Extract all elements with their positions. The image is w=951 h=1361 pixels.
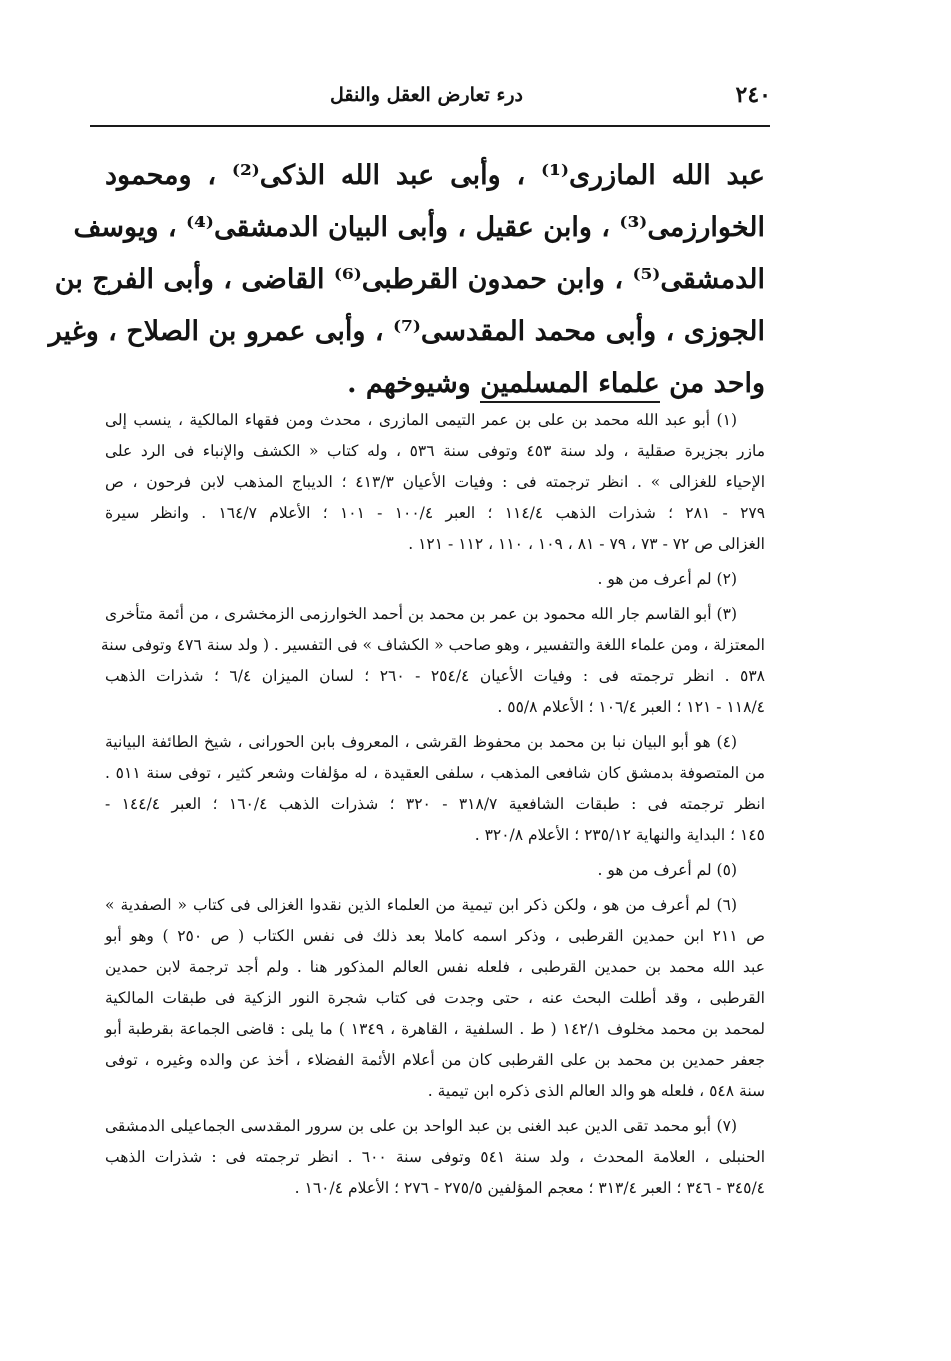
footnote-7	[105, 1111, 765, 1204]
footnote-line: عبد الله محمد بن حمدين القرطبى ، فلعله نفس العالم المذكور هنا . ولم أجد ترجمة لابن حمدين	[105, 958, 765, 976]
footnote-line: (٥) لم أعرف من هو .	[597, 861, 737, 879]
footnote-line: ٢٧٩ - ٢٨١ ؛ شذرات الذهب ١١٤/٤ ؛ العبر ١٠٠/٤ - ١٠١ ؛ الأعلام ١٦٤/٧ . وانظر سيرة	[105, 504, 766, 522]
footnote-line: (٤) هو أبو البيان نبا بن محمد بن محفوظ القرشى ، المعروف بابن الحورانى ، شيخ الطائفة البيانية	[105, 733, 737, 751]
footnote-line: (١) أبو عبد الله محمد بن على بن عمر التيمى المازرى ، محدث ومن فقهاء المالكية ، ينسب إلى	[105, 411, 737, 429]
main-text-line: الجوزى ، وأبى محمد المقدسى⁽⁷⁾ ، وأبى عمرو بن الصلاح ، وغير	[48, 316, 765, 347]
footnote-line: من المتصوفة بدمشق كان شافعى المذهب ، سلفى العقيدة ، له مؤلفات وشعر كثير ، توفى سنة ٥١١ .	[105, 764, 765, 782]
footnote-6	[105, 890, 765, 1107]
footnote-line: الإحياء للغزالى » . انظر ترجمته فى : وفيات الأعيان ٤١٣/٣ ؛ الديباج المذهب لابن فرحون ، ص	[105, 473, 765, 491]
main-text-line: الدمشقى⁽⁵⁾ ، وابن حمدون القرطبى⁽⁶⁾ القاضى ، وأبى الفرج بن	[54, 264, 765, 295]
footnote-line: ١٤٥ ؛ البداية والنهاية ٢٣٥/١٢ ؛ الأعلام ٣٢٠/٨ .	[474, 826, 765, 844]
footnote-line: (٧) أبو محمد تقى الدين عبد الغنى بن عبد الواحد بن على بن سرور المقدسى الجماعيلى الدمشقى	[105, 1117, 737, 1135]
footnote-1	[105, 405, 765, 560]
main-text	[48, 150, 765, 410]
main-text-prefix: واحد من	[659, 368, 765, 399]
underlined-phrase: علماء المسلمين	[480, 368, 660, 403]
footnote-line: ٣٤٥/٤ - ٣٤٦ ؛ العبر ٣١٣/٤ ؛ معجم المؤلفين ٢٧٥/٥ - ٢٧٦ ؛ الأعلام ١٦٠/٤ .	[294, 1179, 765, 1197]
footnote-5	[105, 855, 765, 886]
footnote-line: القرطبى ، وقد أطلت البحث عنه ، حتى وجدت فى كتاب شجرة النور الزكية فى طبقات المالكية	[105, 989, 765, 1007]
footnote-line: جعفر حمدين بن محمد بن على القرطبى كان من أعلام الأئمة الفضلاء ، أخذ عن والده وغيره ، توفى	[105, 1051, 765, 1069]
main-text-line: الخوارزمى⁽³⁾ ، وابن عقيل ، وأبى البيان الدمشقى⁽⁴⁾ ، ويوسف	[73, 212, 765, 243]
footnotes	[100, 405, 766, 1208]
footnote-line: المعتزلة ، ومن علماء اللغة والتفسير ، وهو صاحب « الكشاف » فى التفسير . ( ولد سنة ٤٧٦ وتوفى سنة	[100, 636, 765, 654]
header-rule	[90, 125, 770, 127]
footnote-2	[105, 564, 765, 595]
main-text-last-line	[105, 358, 765, 410]
running-title: درء تعارض العقل والنقل	[330, 84, 524, 106]
page-number: ٢٤٠	[735, 82, 771, 108]
main-text-suffix: وشيوخهم .	[347, 368, 481, 399]
footnote-line: (٢) لم أعرف من هو .	[597, 570, 737, 588]
footnote-line: سنة ٥٤٨ ، فلعله هو والد العالم الذى ذكره ابن تيمية .	[427, 1082, 765, 1100]
footnote-line: (٣) أبو القاسم جار الله محمود بن عمر بن محمد بن أحمد الخوارزمى الزمخشرى ، من أئمة متأخرى	[105, 605, 737, 623]
footnote-line: الغزالى ص ٧٢ - ٧٣ ، ٧٩ - ٨١ ، ١٠٩ ، ١١٠ ، ١١٢ - ١٢١ .	[408, 535, 765, 553]
footnote-line: (٦) لم أعرف من هو ، ولكن ذكر ابن تيمية من العلماء الذين نقدوا الغزالى فى كتاب « الصفدية »	[105, 896, 737, 914]
footnote-line: مازر بجزيرة صقلية ، ولد سنة ٤٥٣ وتوفى سنة ٥٣٦ ، وله كتاب « الكشف والإنباء فى الرد على	[105, 442, 765, 460]
page-header	[90, 80, 771, 120]
footnote-line: انظر ترجمته فى : طبقات الشافعية ٣١٨/٧ - ٣٢٠ ؛ شذرات الذهب ١٦٠/٤ ؛ العبر ١٤٤/٤ -	[105, 795, 766, 813]
footnote-3	[100, 599, 765, 723]
footnote-4	[105, 727, 765, 851]
footnote-line: الحنبلى ، العلامة المحدث ، ولد سنة ٥٤١ وتوفى سنة ٦٠٠ . انظر ترجمته فى : شذرات الذهب	[105, 1148, 766, 1166]
footnote-line: ١١٨/٤ - ١٢١ ؛ العبر ١٠٦/٤ ؛ الأعلام ٥٥/٨ .	[497, 698, 765, 716]
footnote-line: ص ٢١١ ابن حمدين القرطبى ، وذكر اسمه كاملا بعد ذلك فى نفس الكتاب ( ص ٢٥٠ ) وهو أبو	[105, 927, 766, 945]
footnote-line: لمحمد بن محمد مخلوف ١٤٢/١ ( ط . السلفية ، القاهرة ، ١٣٤٩ ) ما يلى : قاضى الجماعة بقرطبة أبو	[105, 1020, 765, 1038]
footnote-line: ٥٣٨ . انظر ترجمته فى : وفيات الأعيان ٢٥٤/٤ - ٢٦٠ ؛ لسان الميزان ٦/٤ ؛ شذرات الذهب	[105, 667, 765, 685]
main-text-line: عبد الله المازرى⁽¹⁾ ، وأبى عبد الله الذكى⁽²⁾ ، ومحمود	[105, 160, 765, 191]
